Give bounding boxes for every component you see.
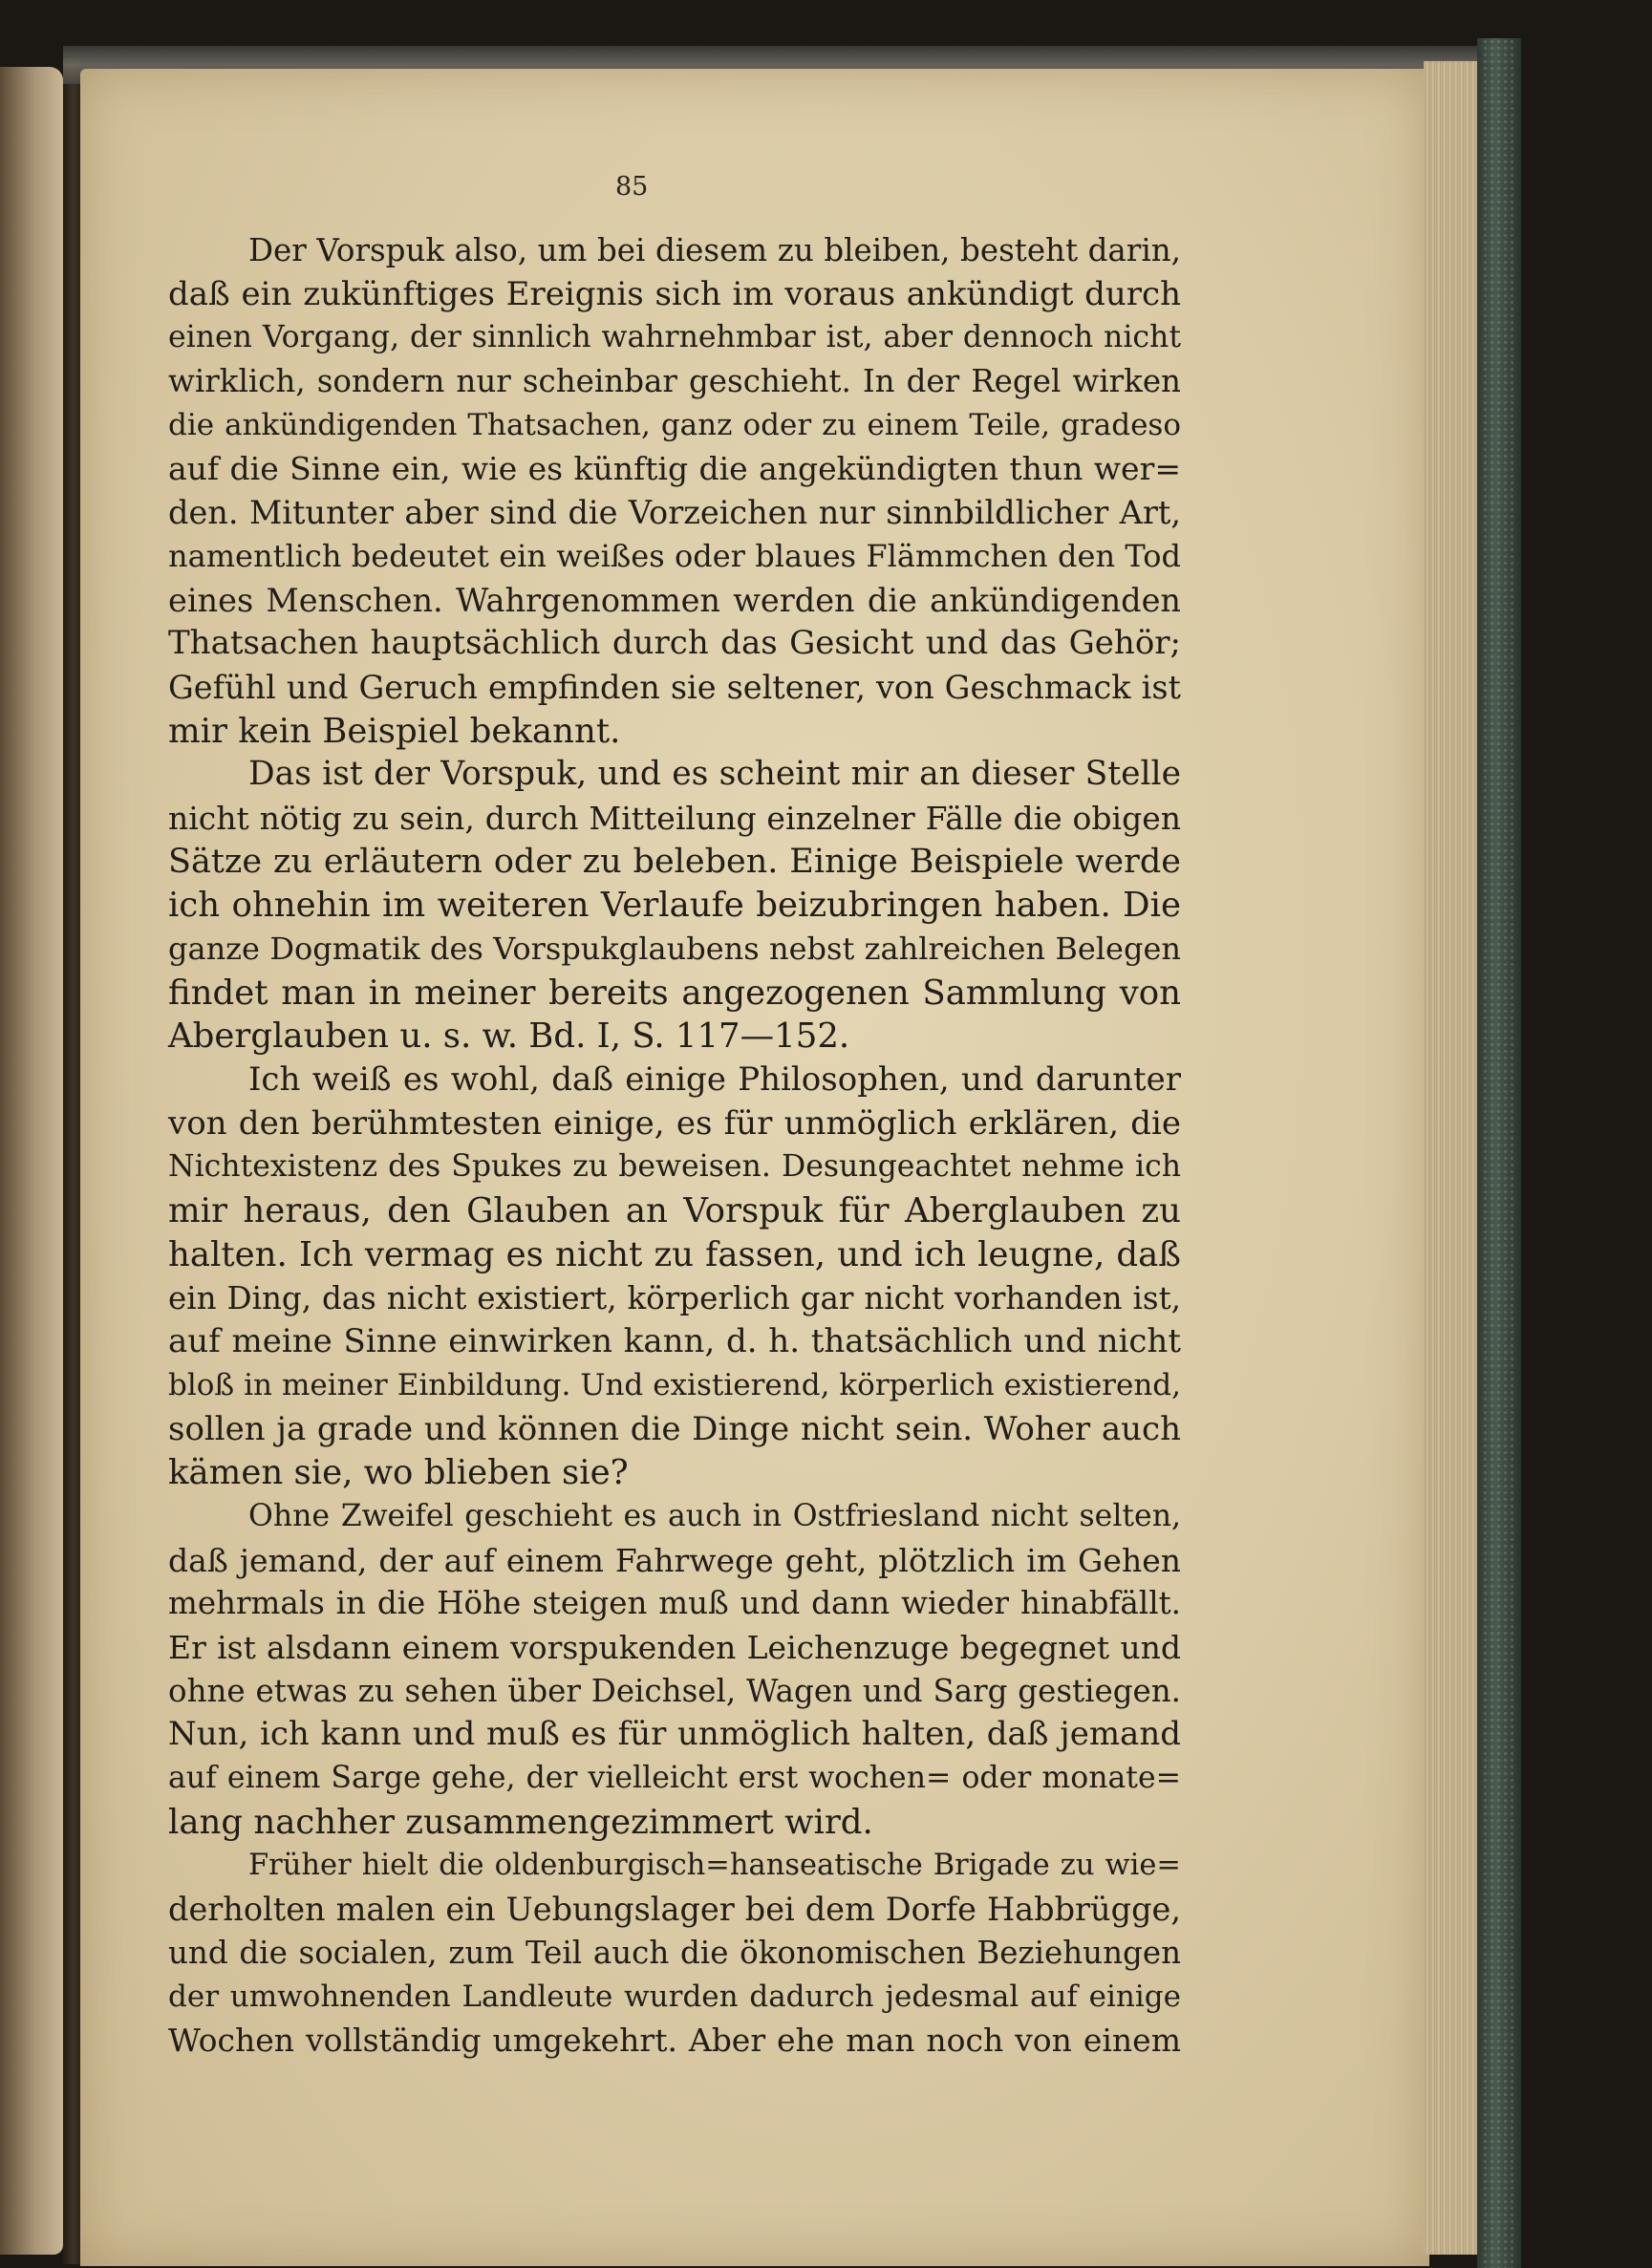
text-line: bloß in meiner Einbildung. Und existierend, körperlich existierend, — [168, 1367, 1181, 1402]
text-line: Ich weiß es wohl, daß einige Philosophen, und darunter — [248, 1060, 1181, 1100]
text-line: Gefühl und Geruch empfinden sie seltener, von Geschmack ist — [168, 668, 1181, 706]
text-line: kämen sie, wo blieben sie? — [168, 1453, 629, 1493]
text-line: der umwohnenden Landleute wurden dadurch jedesmal auf einige — [168, 1979, 1181, 2014]
text-line: Thatsachen hauptsächlich durch das Gesicht und das Gehör; — [168, 624, 1181, 663]
text-line: ein Ding, das nicht existiert, körperlich gar nicht vorhanden ist, — [168, 1279, 1181, 1316]
text-line: daß jemand, der auf einem Fahrwege geht, plötzlich im Gehen — [168, 1541, 1181, 1579]
text-line: findet man in meiner bereits angezogenen Sammlung von — [168, 973, 1181, 1013]
text-line: von den berühmtesten einige, es für unmöglich erklären, die — [168, 1103, 1181, 1143]
body-text — [168, 229, 1181, 2063]
text-line: ohne etwas zu sehen über Deichsel, Wagen und Sarg gestiegen. — [168, 1672, 1181, 1709]
text-line: Nichtexistenz des Spukes zu beweisen. Desungeachtet nehme ich — [168, 1149, 1181, 1185]
text-line: Aberglauben u. s. w. Bd. I, S. 117—152. — [168, 1016, 850, 1057]
text-line: wirklich, sondern nur scheinbar geschieht. In der Regel wirken — [168, 363, 1181, 400]
text-line: derholten malen ein Uebungslager bei dem Dorfe Habbrügge, — [168, 1891, 1181, 1929]
text-line: auf einem Sarge gehe, der vielleicht erst wochen= oder monate= — [168, 1761, 1181, 1796]
text-line: namentlich bedeutet ein weißes oder blaues Flämmchen den Tod — [168, 537, 1181, 574]
text-line: Nun, ich kann und muß es für unmöglich halten, daß jemand — [168, 1715, 1181, 1754]
text-line: eines Menschen. Wahrgenommen werden die ankündigenden — [168, 581, 1181, 619]
text-line: Ohne Zweifel geschieht es auch in Ostfriesland nicht selten, — [248, 1498, 1181, 1533]
text-line: mir kein Beispiel bekannt. — [168, 711, 621, 751]
left-page-edge — [0, 67, 63, 2255]
text-line: auf meine Sinne einwirken kann, d. h. thatsächlich und nicht — [168, 1322, 1181, 1361]
text-line: Er ist alsdann einem vorspukenden Leichenzuge begegnet und — [168, 1629, 1181, 1666]
text-line: ich ohnehin im weiteren Verlaufe beizubringen haben. Die — [168, 886, 1181, 926]
text-line: einen Vorgang, der sinnlich wahrnehmbar ist, aber dennoch nicht — [168, 320, 1181, 355]
text-line: Wochen vollständig umgekehrt. Aber ehe man noch von einem — [168, 2022, 1181, 2060]
text-line: halten. Ich vermag es nicht zu fassen, und ich leugne, daß — [168, 1234, 1181, 1274]
page-stack-edge — [1424, 61, 1477, 2255]
text-line: den. Mitunter aber sind die Vorzeichen nur sinnbildlicher Art, — [168, 494, 1181, 532]
page-number: 85 — [615, 172, 649, 202]
text-line: daß ein zukünftiges Ereignis sich im voraus ankündigt durch — [168, 274, 1181, 313]
text-line: und die socialen, zum Teil auch die ökonomischen Beziehungen — [168, 1934, 1181, 1971]
text-line: Sätze zu erläutern oder zu beleben. Einige Beispiele werde — [168, 842, 1181, 881]
text-line: ganze Dogmatik des Vorspukglaubens nebst zahlreichen Belegen — [168, 931, 1181, 967]
cover-texture — [1482, 38, 1516, 2268]
text-line: mehrmals in die Höhe steigen muß und dann wieder hinabfällt. — [168, 1585, 1181, 1622]
text-line: Das ist der Vorspuk, und es scheint mir an dieser Stelle — [248, 755, 1181, 794]
text-line: nicht nötig zu sein, durch Mitteilung einzelner Fälle die obigen — [168, 799, 1181, 837]
text-line: die ankündigenden Thatsachen, ganz oder zu einem Teile, gradeso — [168, 407, 1181, 442]
text-line: sollen ja grade und können die Dinge nicht sein. Woher auch — [168, 1409, 1181, 1448]
text-line: mir heraus, den Glauben an Vorspuk für Aberglauben zu — [168, 1191, 1181, 1231]
text-line: Früher hielt die oldenburgisch=hanseatische Brigade zu wie= — [248, 1849, 1181, 1883]
text-line: Der Vorspuk also, um bei diesem zu bleiben, besteht darin, — [248, 232, 1181, 268]
text-line: lang nachher zusammengezimmert wird. — [168, 1802, 873, 1842]
text-line: auf die Sinne ein, wie es künftig die angekündigten thun wer= — [168, 450, 1181, 488]
